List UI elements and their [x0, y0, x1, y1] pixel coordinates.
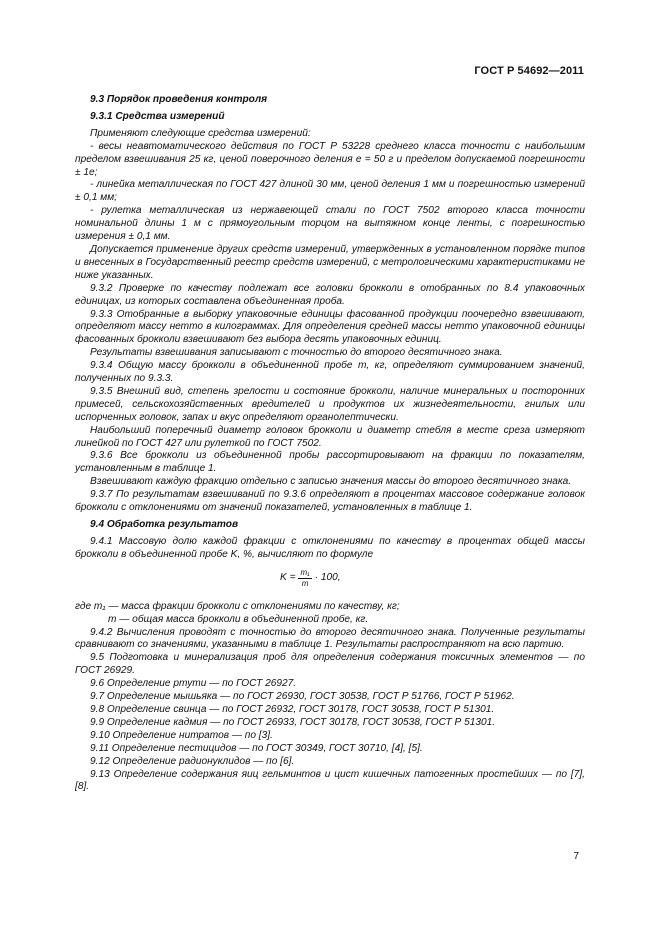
- paragraph: 9.7 Определение мышьяка — по ГОСТ 26930, ГОСТ 30538, ГОСТ Р 51766, ГОСТ Р 51962.: [90, 691, 515, 703]
- formula-denominator: m: [301, 578, 309, 588]
- paragraph: 9.10 Определение нитратов — по [3].: [90, 729, 273, 741]
- paragraph: 9.4.2 Вычисления проводят с точностью до второго десятичного знака. Полученные результаты сравнивают со значениями, указанными в таблице 1. Результаты распространяют на всю партию.: [75, 626, 585, 651]
- paragraph: Применяют следующие средства измерений:: [90, 127, 311, 139]
- paragraph: 9.3.6 Все брокколи из объединенной пробы рассортировывают на фракции по показателям, установленным в таблице 1.: [75, 450, 585, 475]
- paragraph: Взвешивают каждую фракцию отдельно с записью значения массы до второго десятичного знака.: [90, 476, 572, 488]
- document-header: ГОСТ Р 54692—2011: [474, 65, 584, 77]
- paragraph: 9.6 Определение ртути — по ГОСТ 26927.: [90, 678, 297, 690]
- page-number: 7: [573, 851, 579, 862]
- paragraph: 9.9 Определение кадмия — по ГОСТ 26933, ГОСТ 30178, ГОСТ 30538, ГОСТ Р 51301.: [90, 716, 496, 728]
- document-body: [75, 94, 585, 794]
- list-item: - линейка металлическая по ГОСТ 427 длиной 30 мм, ценой деления 1 мм и погрешностью измерений ± 0,1 мм;: [75, 179, 585, 204]
- formula-fraction: [298, 568, 311, 589]
- formula-numerator: m₁: [300, 567, 310, 577]
- paragraph: Наибольший поперечный диаметр головок брокколи и диаметр стебля в месте среза измеряют линейкой по ГОСТ 427 или рулеткой по ГОСТ 7502.: [75, 424, 585, 449]
- formula-legend: где m₁ — масса фракции брокколи с отклонениями по качеству, кг;: [75, 600, 400, 612]
- formula-lhs: K =: [280, 571, 296, 583]
- paragraph: 9.3.4 Общую массу брокколи в объединенной пробе m, кг, определяют суммированием значений, полученных по 9.3.3.: [75, 360, 585, 385]
- paragraph: 9.3.7 По результатам взвешиваний по 9.3.6 определяют в процентах массовое содержание головок брокколи с отклонениями от значений показателей, установленных в таблице 1.: [75, 489, 585, 514]
- subsection-heading: 9.3.1 Средства измерений: [90, 110, 225, 122]
- paragraph: Результаты взвешивания записывают с точностью до второго десятичного знака.: [90, 347, 503, 359]
- section-heading: 9.4 Обработка результатов: [90, 519, 239, 530]
- formula: [75, 566, 585, 596]
- formula-tail: · 100,: [314, 571, 341, 583]
- paragraph: 9.8 Определение свинца — по ГОСТ 26932, ГОСТ 30178, ГОСТ 30538, ГОСТ Р 51301.: [90, 703, 495, 715]
- paragraph: 9.11 Определение пестицидов — по ГОСТ 30349, ГОСТ 30710, [4], [5].: [90, 742, 423, 754]
- paragraph: 9.13 Определение содержания яиц гельминтов и цист кишечных патогенных простейших — по [7], [8].: [75, 768, 585, 793]
- paragraph: 9.4.1 Массовую долю каждой фракции с отклонениями по качеству в процентах общей массы брокколи в объединенной пробе K, %, вычисляют по формуле: [75, 535, 585, 560]
- paragraph: 9.3.3 Отобранные в выборку упаковочные единицы фасованной продукции поочередно взвешивают, определяют массу нетто в килограммах. Для определения средней массы нетто упаковочной единицы фасованных брокколи взвешивают без выбора десять упаковочных единиц.: [75, 308, 585, 346]
- formula-legend: m — общая масса брокколи в объединенной пробе, кг.: [108, 613, 369, 625]
- paragraph: Допускается применение других средств измерений, утвержденных в установленном порядке типов и внесенных в Государственный реестр средств измерений, с метрологическими характеристиками не ниже указанных.: [75, 243, 585, 281]
- paragraph: 9.3.2 Проверке по качеству подлежат все головки брокколи в отобранных по 8.4 упаковочных единицах, из которых составлена объединенная проба.: [75, 282, 585, 307]
- list-item: - рулетка металлическая из нержавеющей стали по ГОСТ 7502 второго класса точности номинальной длины 1 м с прямоугольным торцом на вытяжном конце ленты, с погрешностью измерения ± 0,1 мм.: [75, 205, 585, 243]
- section-heading: 9.3 Порядок проведения контроля: [90, 94, 268, 105]
- paragraph: 9.12 Определение радионуклидов — по [6].: [90, 755, 295, 767]
- paragraph: 9.3.5 Внешний вид, степень зрелости и состояние брокколи, наличие минеральных и посторонних примесей, сельскохозяйственных вредителей и продуктов их жизнедеятельности, гнилых или испорченных головок, запах и вкус определяют органолептически.: [75, 385, 585, 423]
- list-item: - весы неавтоматического действия по ГОСТ Р 53228 среднего класса точности с наибольшим пределом взвешивания 25 кг, ценой поверочного деления e = 50 г и пределом допускаемой погрешности ± 1e;: [75, 140, 585, 178]
- paragraph: 9.5 Подготовка и минерализация проб для определения содержания токсичных элементов — по ГОСТ 26929.: [75, 652, 585, 677]
